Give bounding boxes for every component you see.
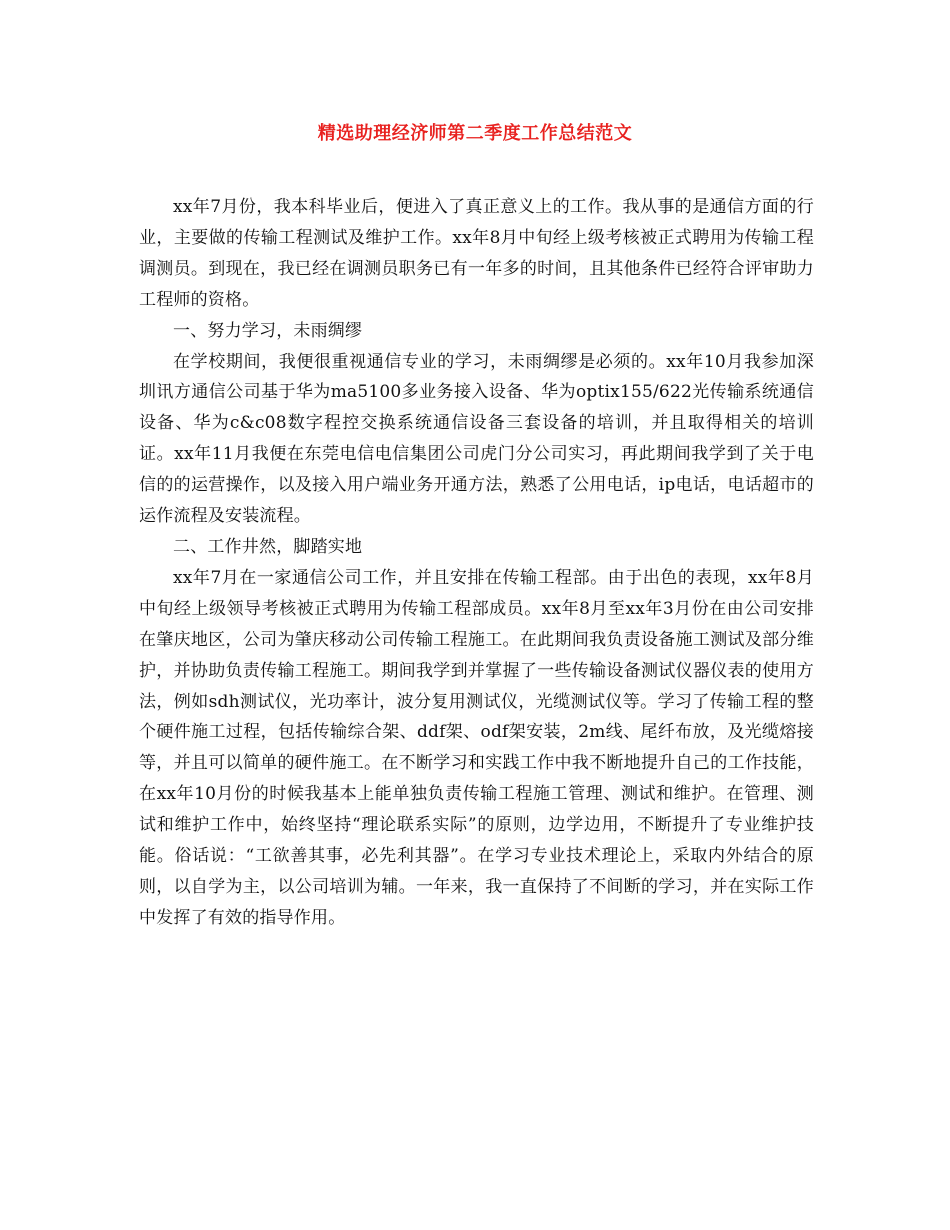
paragraph-study: 在学校期间，我便很重视通信专业的学习，未雨绸缪是必须的。xx年10月我参加深圳讯方通信公司基于华为ma5100多业务接入设备、华为optix155/622光传输系统通信设备、华为c&c08数字程控交换系统通信设备三套设备的培训，并且取得相关的培训证。xx年11月我便在东莞电信电信集团公司虎门分公司实习，再此期间我学到了关于电信的的运营操作，以及接入用户端业务开通方法，熟悉了公用电话，ip电话，电话超市的运作流程及安装流程。	[139, 351, 814, 527]
section-heading-2: 二、工作井然，脚踏实地	[173, 536, 363, 557]
section-heading-1: 一、努力学习，未雨绸缪	[173, 320, 363, 341]
paragraph-intro: xx年7月份，我本科毕业后，便进入了真正意义上的工作。我从事的是通信方面的行业，主要做的传输工程测试及维护工作。xx年8月中旬经上级考核被正式聘用为传输工程调测员。到现在，我已经在调测员职务已有一年多的时间，且其他条件已经符合评审助力工程师的资格。	[139, 197, 814, 310]
document-title: 精选助理经济师第二季度工作总结范文	[317, 123, 633, 144]
paragraph-work: xx年7月在一家通信公司工作，并且安排在传输工程部。由于出色的表现，xx年8月中旬经上级领导考核被正式聘用为传输工程部成员。xx年8月至xx年3月份在由公司安排在肇庆地区，公司为肇庆移动公司传输工程施工。在此期间我负责设备施工测试及部分维护，并协助负责传输工程施工。期间我学到并掌握了一些传输设备测试仪器仪表的使用方法，例如sdh测试仪，光功率计，波分复用测试仪，光缆测试仪等。学习了传输工程的整个硬件施工过程，包括传输综合架、ddf架、odf架安装，2m线、尾纤布放，及光缆熔接等，并且可以简单的硬件施工。在不断学习和实践工作中我不断地提升自己的工作技能，在xx年10月份的时候我基本上能单独负责传输工程施工管理、测试和维护。在管理、测试和维护工作中，始终坚持“理论联系实际”的原则，边学边用，不断提升了专业维护技能。俗话说：“工欲善其事，必先利其器”。在学习专业技术理论上，采取内外结合的原则，以自学为主，以公司培训为辅。一年来，我一直保持了不间断的学习，并在实际工作中发挥了有效的指导作用。	[139, 567, 814, 928]
document-body	[139, 192, 814, 934]
